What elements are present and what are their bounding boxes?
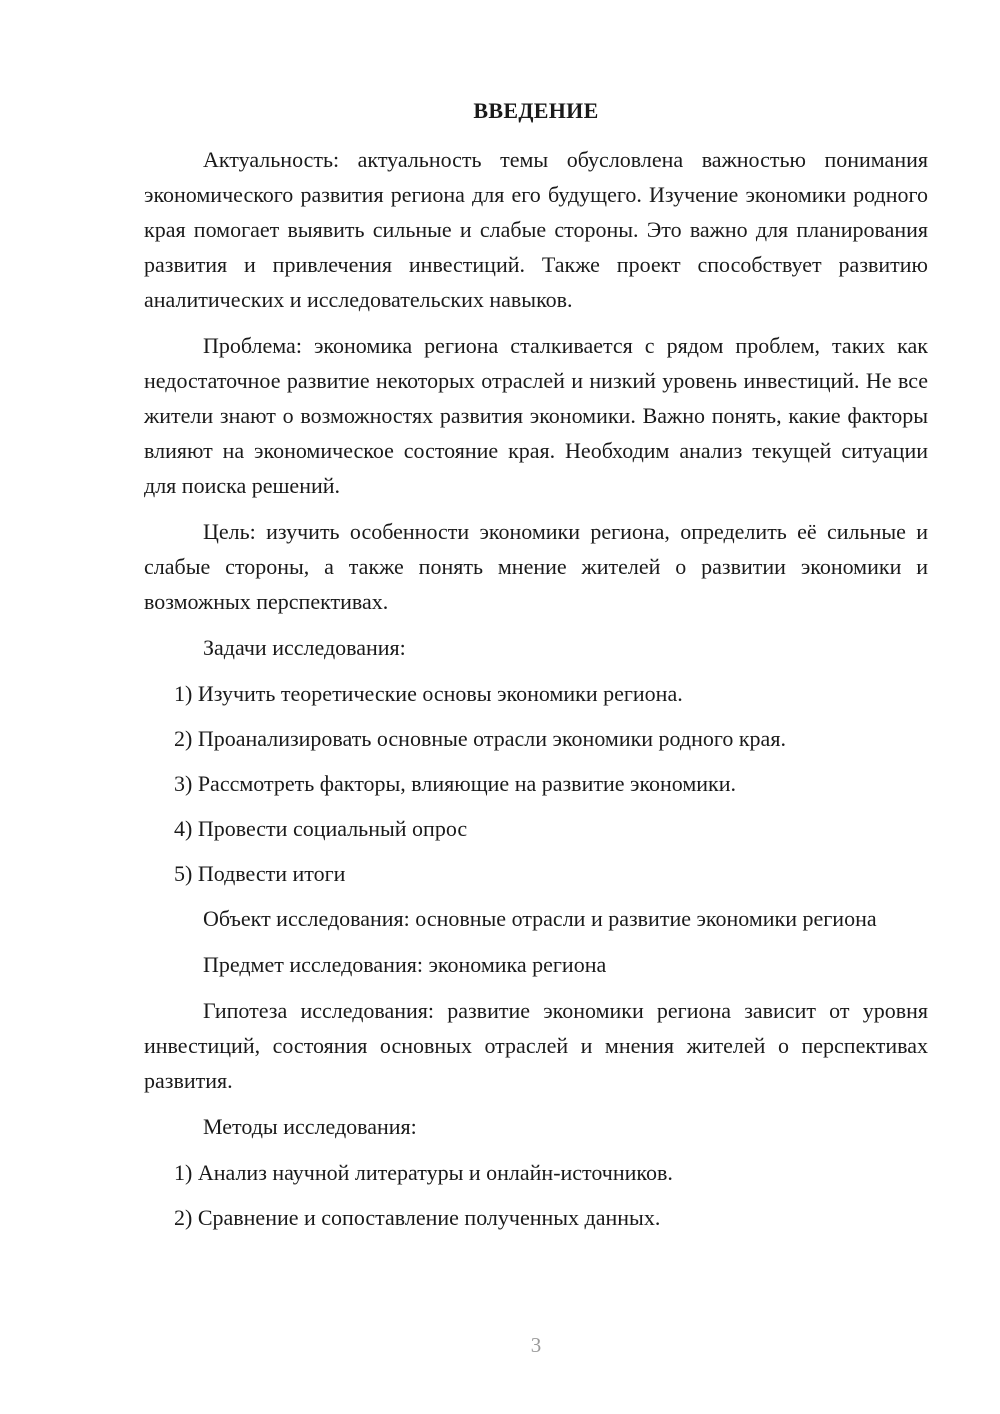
paragraph-problem: Проблема: экономика региона сталкивается с рядом проблем, таких как недостаточное развитие некоторых отраслей и низкий уровень инвестиций. Не все жители знают о возможностях развития экономики. Важно понять, какие факторы влияют на экономическое состояние края. Необходим анализ текущей ситуации для поиска решений. [144, 333, 928, 498]
methods-heading: Методы исследования: [203, 1114, 417, 1139]
section-heading: ВВЕДЕНИЕ [473, 98, 599, 123]
task-item-3: 3) Рассмотреть факторы, влияющие на развитие экономики. [174, 771, 737, 796]
task-item-5: 5) Подвести итоги [174, 861, 346, 886]
paragraph-hypothesis: Гипотеза исследования: развитие экономики региона зависит от уровня инвестиций, состояния основных отраслей и мнения жителей о перспективах развития. [144, 998, 928, 1093]
methods-list [144, 1155, 928, 1235]
tasks-heading: Задачи исследования: [203, 635, 406, 660]
paragraph-object: Объект исследования: основные отрасли и развитие экономики региона [203, 906, 877, 931]
paragraph-relevance: Актуальность: актуальность темы обусловлена важностью понимания экономического развития региона для его будущего. Изучение экономики родного края помогает выявить сильные и слабые стороны. Это важно для планирования развития и привлечения инвестиций. Также проект способствует развитию аналитических и исследовательских навыков. [144, 147, 928, 312]
task-item-1: 1) Изучить теоретические основы экономики региона. [174, 681, 683, 706]
method-item-1: 1) Анализ научной литературы и онлайн-источников. [174, 1160, 673, 1185]
method-item-2: 2) Сравнение и сопоставление полученных данных. [174, 1205, 661, 1230]
task-item-4: 4) Провести социальный опрос [174, 816, 468, 841]
task-item-2: 2) Проанализировать основные отрасли экономики родного края. [174, 726, 786, 751]
page-number: 3 [530, 1333, 542, 1357]
paragraph-subject: Предмет исследования: экономика региона [203, 952, 607, 977]
document-body [144, 142, 928, 1245]
paragraph-goal: Цель: изучить особенности экономики региона, определить её сильные и слабые стороны, а также понять мнение жителей о развитии экономики и возможных перспективах. [144, 519, 928, 614]
tasks-list [144, 676, 928, 891]
